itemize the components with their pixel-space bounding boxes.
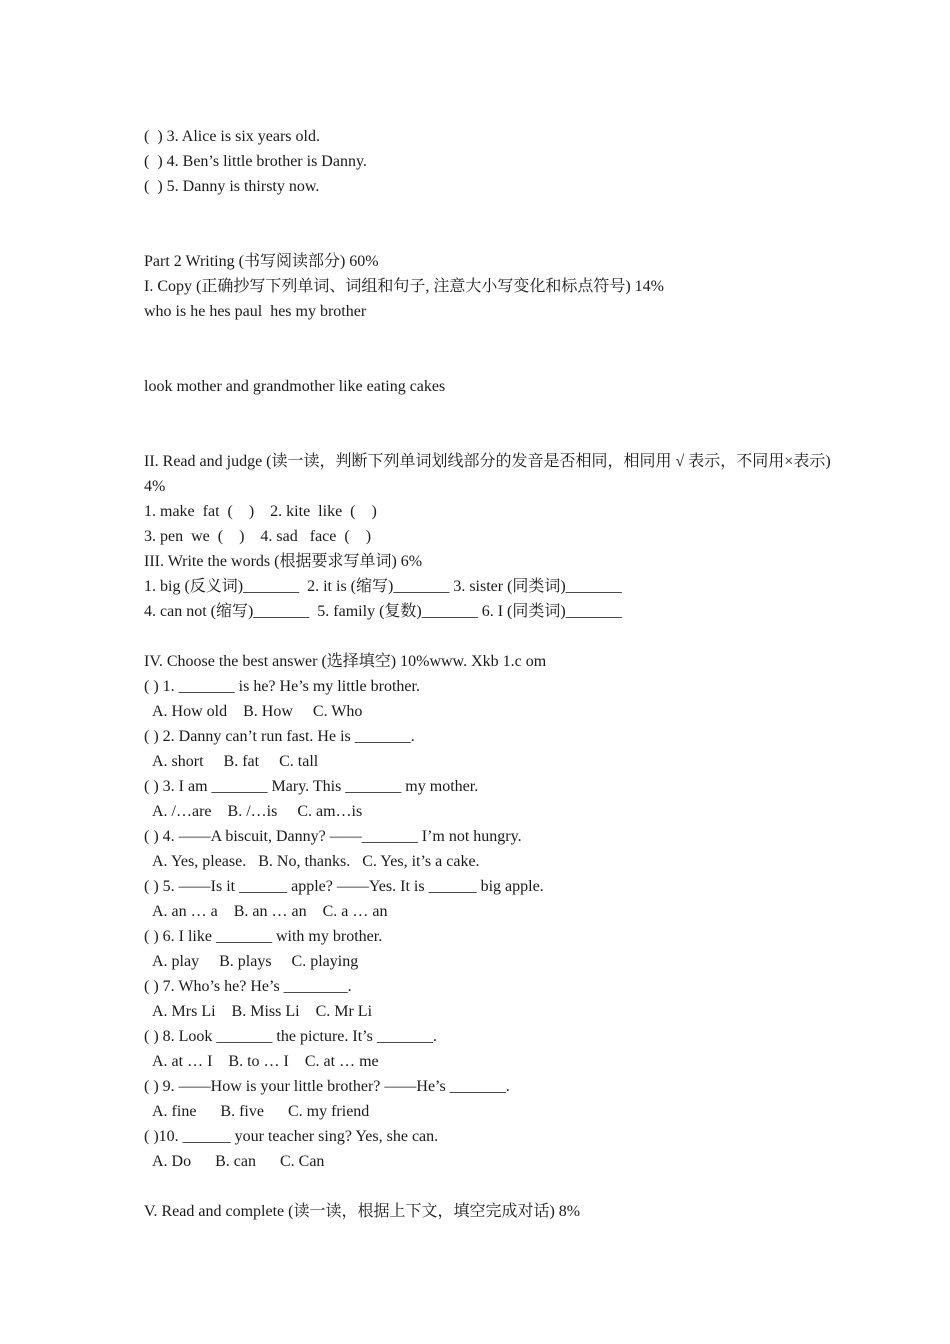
question-4-options: A. Yes, please. B. No, thanks. C. Yes, it’s a cake. bbox=[152, 853, 480, 870]
question-7-options: A. Mrs Li B. Miss Li C. Mr Li bbox=[152, 1003, 373, 1020]
question-1: ( ) 1. _______ is he? He’s my little brother. bbox=[144, 678, 420, 695]
choose-section bbox=[144, 649, 850, 1174]
spacer bbox=[144, 224, 850, 249]
copy-heading: I. Copy (正确抄写下列单词、词组和句子, 注意大小写变化和标点符号) 14% bbox=[144, 278, 664, 295]
question-9-options: A. fine B. five C. my friend bbox=[152, 1103, 370, 1120]
spacer bbox=[144, 624, 850, 649]
copy-line-2: look mother and grandmother like eating cakes bbox=[144, 378, 446, 395]
spacer bbox=[144, 1174, 850, 1199]
question-10: ( )10. ______ your teacher sing? Yes, she can. bbox=[144, 1128, 439, 1145]
read-judge-row-2: 3. pen we ( ) 4. sad face ( ) bbox=[144, 528, 372, 545]
read-judge-row-1: 1. make fat ( ) 2. kite like ( ) bbox=[144, 503, 377, 520]
copy-section bbox=[144, 274, 850, 399]
question-1-options: A. How old B. How C. Who bbox=[152, 703, 363, 720]
question-3: ( ) 3. I am _______ Mary. This _______ my mother. bbox=[144, 778, 479, 795]
spacer bbox=[144, 399, 850, 424]
spacer bbox=[144, 199, 850, 224]
judge-item-4: ( ) 4. Ben’s little brother is Danny. bbox=[144, 153, 367, 170]
question-5: ( ) 5. ——Is it ______ apple? ——Yes. It is ______ big apple. bbox=[144, 878, 544, 895]
complete-section bbox=[144, 1199, 850, 1224]
question-3-options: A. /…are B. /…is C. am…is bbox=[152, 803, 363, 820]
question-4: ( ) 4. ——A biscuit, Danny? ——_______ I’m not hungry. bbox=[144, 828, 522, 845]
judge-section bbox=[144, 124, 850, 199]
read-judge-section bbox=[144, 449, 850, 549]
question-8: ( ) 8. Look _______ the picture. It’s _______. bbox=[144, 1028, 437, 1045]
choose-heading: IV. Choose the best answer (选择填空) 10%www. Xkb 1.c om bbox=[144, 653, 547, 670]
write-words-section bbox=[144, 549, 850, 624]
part2-title: Part 2 Writing (书写阅读部分) 60% bbox=[144, 253, 379, 270]
writing-space bbox=[144, 349, 850, 374]
question-7: ( ) 7. Who’s he? He’s ________. bbox=[144, 978, 352, 995]
question-2-options: A. short B. fat C. tall bbox=[152, 753, 319, 770]
question-6: ( ) 6. I like _______ with my brother. bbox=[144, 928, 383, 945]
judge-item-3: ( ) 3. Alice is six years old. bbox=[144, 128, 320, 145]
writing-space bbox=[144, 324, 850, 349]
judge-item-5: ( ) 5. Danny is thirsty now. bbox=[144, 178, 320, 195]
question-10-options: A. Do B. can C. Can bbox=[152, 1153, 325, 1170]
spacer bbox=[144, 424, 850, 449]
question-2: ( ) 2. Danny can’t run fast. He is _______. bbox=[144, 728, 415, 745]
question-6-options: A. play B. plays C. playing bbox=[152, 953, 359, 970]
question-9: ( ) 9. ——How is your little brother? ——He’s _______. bbox=[144, 1078, 510, 1095]
question-8-options: A. at … I B. to … I C. at … me bbox=[152, 1053, 379, 1070]
question-5-options: A. an … a B. an … an C. a … an bbox=[152, 903, 388, 920]
read-judge-heading: II. Read and judge (读一读，判断下列单词划线部分的发音是否相同，相同用 √ 表示，不同用×表示) 4% bbox=[144, 453, 835, 495]
complete-heading: V. Read and complete (读一读，根据上下文，填空完成对话) 8% bbox=[144, 1203, 581, 1220]
write-words-row-2: 4. can not (缩写)_______ 5. family (复数)_______ 6. I (同类词)_______ bbox=[144, 603, 622, 620]
copy-line-1: who is he hes paul hes my brother bbox=[144, 303, 367, 320]
write-words-heading: III. Write the words (根据要求写单词) 6% bbox=[144, 553, 423, 570]
write-words-row-1: 1. big (反义词)_______ 2. it is (缩写)_______ 3. sister (同类词)_______ bbox=[144, 578, 622, 595]
